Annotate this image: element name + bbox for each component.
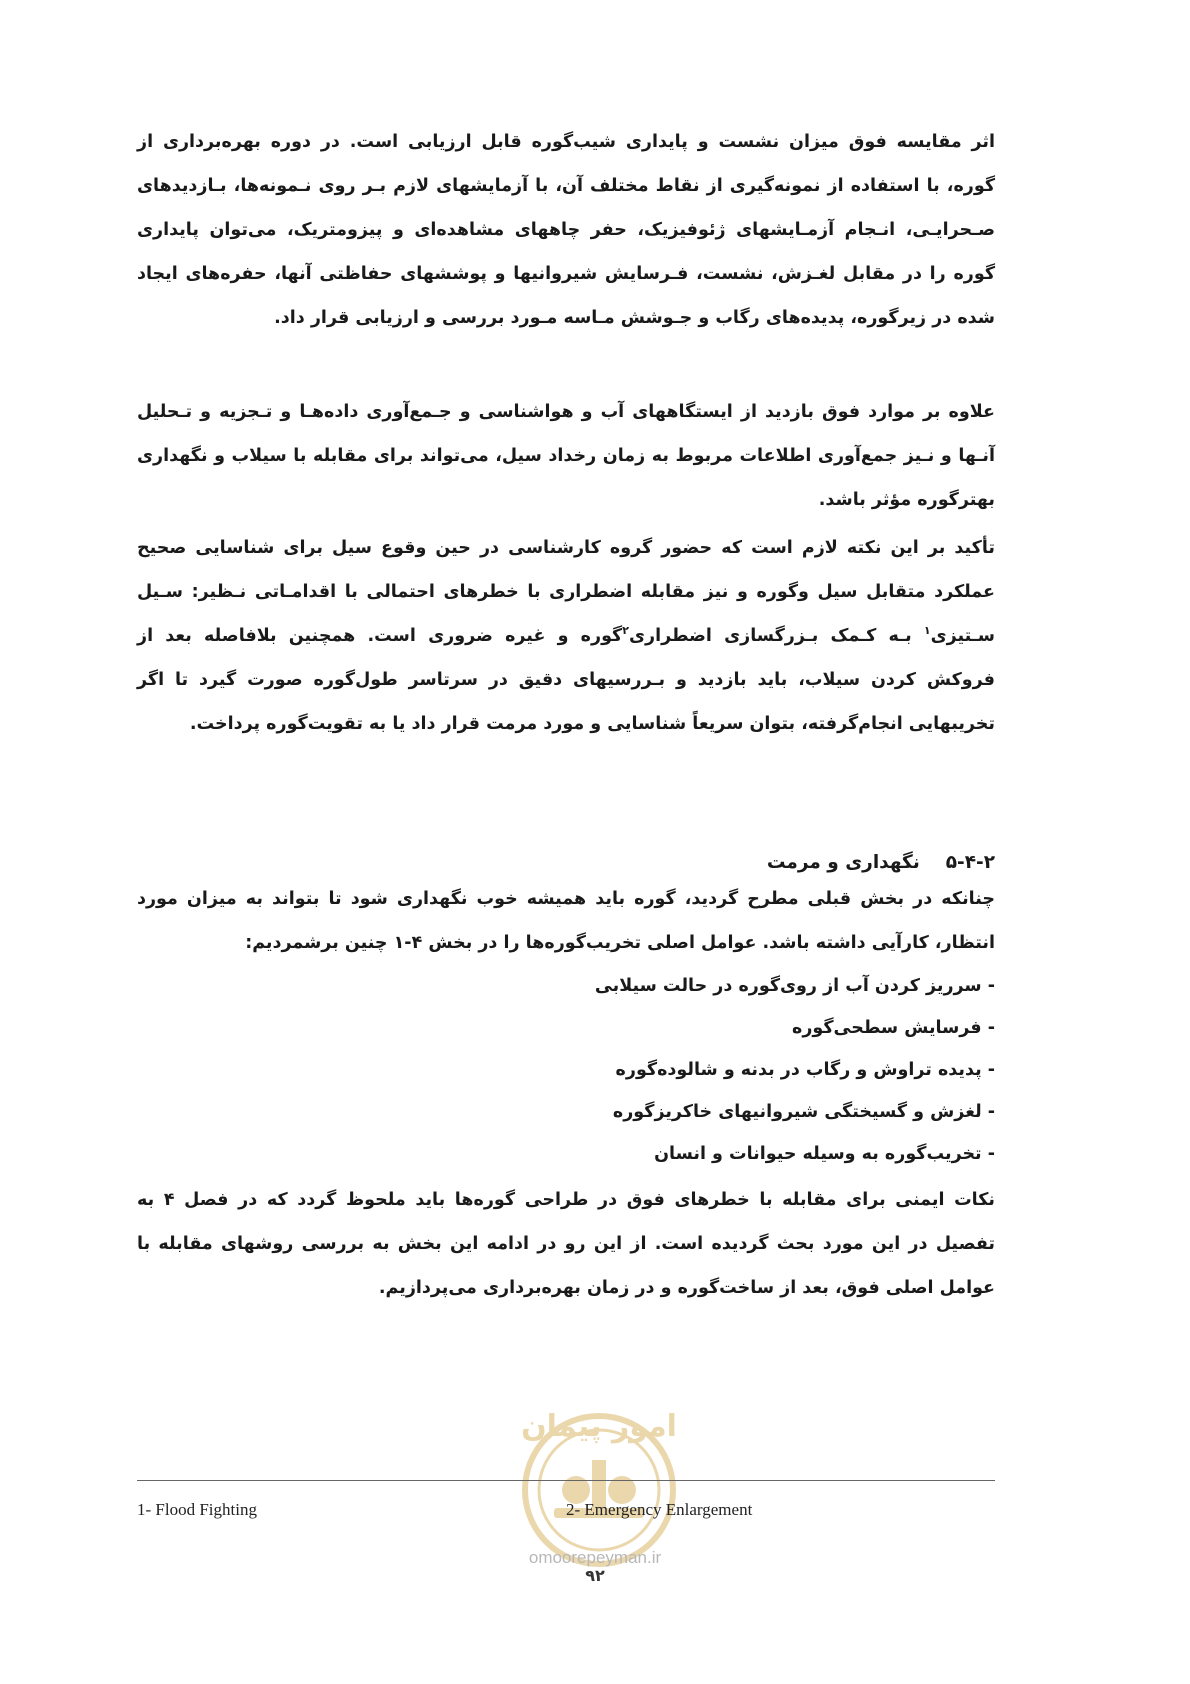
damage-factors-list: [137, 965, 995, 1175]
paragraph-text: علاوه بر موارد فوق بازدید از ایستگاههای آب و هواشناسی و جـمع‌آوری داده‌هـا و تـجزیه و تـحلیل آنـها و نـیز جمع‌آوری اطلاعات مربوط به زمان رخداد سیل، می‌تواند برای مقابله با سیلاب و نگهداری بهترگوره مؤثر باشد.: [137, 402, 995, 510]
section-number: ۵-۴-۲: [945, 852, 995, 873]
footnote-separator: [137, 1480, 995, 1481]
footnote-ref-2: ۲: [622, 624, 629, 638]
paragraph-text: [137, 526, 995, 746]
list-item: - تخریب‌گوره به وسیله حیوانات و انسان: [654, 1144, 995, 1164]
section-title: نگهداری و مرمت: [766, 852, 920, 873]
list-item: - پدیده تراوش و رگاب در بدنه و شالوده‌گوره: [615, 1060, 995, 1080]
paragraph-weather-stations: [137, 390, 995, 522]
list-item: - فرسایش سطحی‌گوره: [791, 1018, 995, 1038]
watermark-logo: [494, 1378, 704, 1574]
list-item: - سرریز کردن آب از روی‌گوره در حالت سیلابی: [594, 976, 995, 996]
paragraph-text: اثر مقایسه فوق میزان نشست و پایداری شیب‌گوره قابل ارزیابی است. در دوره بهره‌برداری از گوره، با استفاده از نمونه‌گیری از نقاط مختلف آن، با آزمایشهای لازم بـر روی نـمونه‌ها، بـازدیدهای صـحرایـی، انـجام آزمـایشهای ژئوفیزیک، حفر چاههای مشاهده‌ای و پیزومتریک، می‌توان پایداری گوره را در مقابل لغـزش، نشست، فـرسایش شیروانیها و پوششهای حفاظتی آنها، حفره‌های ایجاد شده در زیرگوره، پدیده‌های رگاب و جـوشش مـاسه مـورد بررسی و ارزیابی قرار داد.: [137, 132, 995, 328]
paragraph-text: نکات ایمنی برای مقابله با خطرهای فوق در طراحی گوره‌ها باید ملحوظ گردد که در فصل ۴ به تفصیل در این مورد بحث گردیده است. از این رو در ادامه این بخش به بررسی روشهای مقابله با عوامل اصلی فوق، بعد از ساخت‌گوره و در زمان بهره‌برداری می‌پردازیم.: [137, 1190, 996, 1298]
paragraph-part: گوره و غیره ضروری است. همچنین بلافاصله بعد از فروکش کردن سیلاب، باید بازدید و بـررسیهای دقیق در سرتاسر طول‌گوره صورت گیرد تا اگر تخریبهایی انجام‌گرفته، بتوان سریعاً شناسایی و مورد مرمت قرار داد یا به تقویت‌گوره پرداخت.: [137, 626, 995, 734]
paragraph-monitoring: [137, 120, 995, 340]
paragraph-expert-group: [137, 526, 995, 746]
footnote-1: 1- Flood Fighting: [137, 1500, 257, 1519]
paragraph-text: چنانکه در بخش قبلی مطرح گردید، گوره باید همیشه خوب نگهداری شود تا بتواند به میزان مورد انتظار، کارآیی داشته باشد. عوامل اصلی تخریب‌گوره‌ها را در بخش ۴-۱ چنین برشمردیم:: [137, 889, 995, 953]
footnote-2: 2- Emergency Enlargement: [566, 1500, 753, 1519]
watermark-site: omoorepeyman.ir: [528, 1548, 662, 1567]
watermark-logo-text: امور پیمان: [521, 1409, 677, 1444]
page-number: ۹۲: [585, 1566, 605, 1585]
list-item: - لغزش و گسیختگی شیروانیهای خاکریزگوره: [612, 1102, 995, 1122]
paragraph-maintenance: [137, 877, 995, 965]
section-heading: [767, 852, 995, 873]
paragraph-part: بـه کـمک بـزرگسازی اضطراری: [628, 626, 912, 646]
paragraph-part: تأکید بر این نکته لازم است که حضور گروه کارشناسی در حین وقوع سیل برای شناسایی صحیح عملکرد متقابل سیل وگوره و نیز مقابله اضطراری با خطرهای احتمالی با اقدامـاتی نـظیر: سـیل سـتیزی: [137, 538, 995, 646]
footnote-ref-1: ۱: [923, 624, 931, 638]
paragraph-safety: [137, 1178, 995, 1310]
